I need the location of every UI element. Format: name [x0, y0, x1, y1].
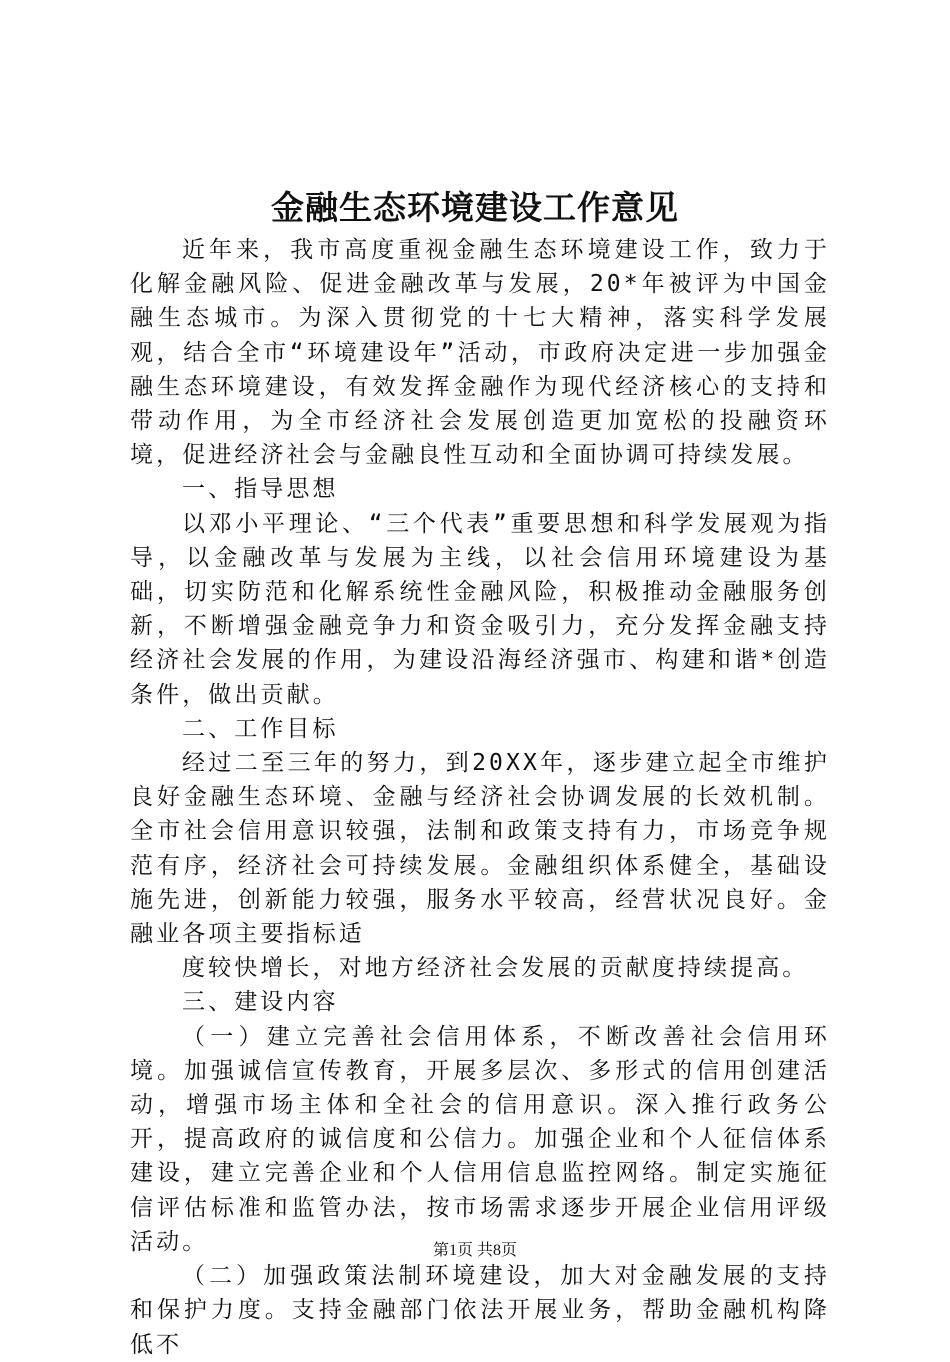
document-body [130, 233, 830, 1362]
intro-paragraph: 近年来，我市高度重视金融生态环境建设工作，致力于化解金融风险、促进金融改革与发展，20*年被评为中国金融生态城市。为深入贯彻党的十七大精神，落实科学发展观，结合全市“环境建设年”活动，市政府决定进一步加强金融生态环境建设，有效发挥金融作为现代经济核心的支持和带动作用，为全市经济社会发展创造更加宽松的投融资环境，促进经济社会与金融良性互动和全面协调可持续发展。 [130, 237, 830, 469]
work-goals-continuation: 度较快增长，对地方经济社会发展的贡献度持续提高。 [182, 955, 809, 982]
credit-system-paragraph: （一）建立完善社会信用体系，不断改善社会信用环境。加强诚信宣传教育，开展多层次、多形式的信用创建活动，增强市场主体和全社会的信用意识。深入推行政务公开，提高政府的诚信度和公信力。加强企业和个人征信体系建设，建立完善企业和个人信用信息监控网络。制定实施征信评估标准和监管办法，按市场需求逐步开展企业信用评级活动。 [130, 1023, 830, 1255]
section-heading-work-goals: 二、工作目标 [182, 715, 339, 742]
section-heading-construction-content: 三、建设内容 [182, 989, 339, 1016]
page-footer: 第1页 共8页 [432, 1242, 517, 1259]
policy-legal-paragraph: （二）加强政策法制环境建设，加大对金融发展的支持和保护力度。支持金融部门依法开展业务，帮助金融机构降低不 [130, 1263, 830, 1358]
guiding-ideology-paragraph: 以邓小平理论、“三个代表”重要思想和科学发展观为指导，以金融改革与发展为主线，以社会信用环境建设为基础，切实防范和化解系统性金融风险，积极推动金融服务创新，不断增强金融竞争力和资金吸引力，充分发挥金融支持经济社会发展的作用，为建设沿海经济强市、构建和谐*创造条件，做出贡献。 [130, 510, 830, 708]
section-heading-guiding-ideology: 一、指导思想 [182, 476, 339, 503]
work-goals-paragraph: 经过二至三年的努力，到20XX年，逐步建立起全市维护良好金融生态环境、金融与经济社会协调发展的长效机制。全市社会信用意识较强，法制和政策支持有力，市场竞争规范有序，经济社会可持续发展。金融组织体系健全，基础设施先进，创新能力较强，服务水平较高，经营状况良好。金融业各项主要指标适 [130, 750, 830, 948]
document-title: 金融生态环境建设工作意见 [271, 188, 679, 227]
